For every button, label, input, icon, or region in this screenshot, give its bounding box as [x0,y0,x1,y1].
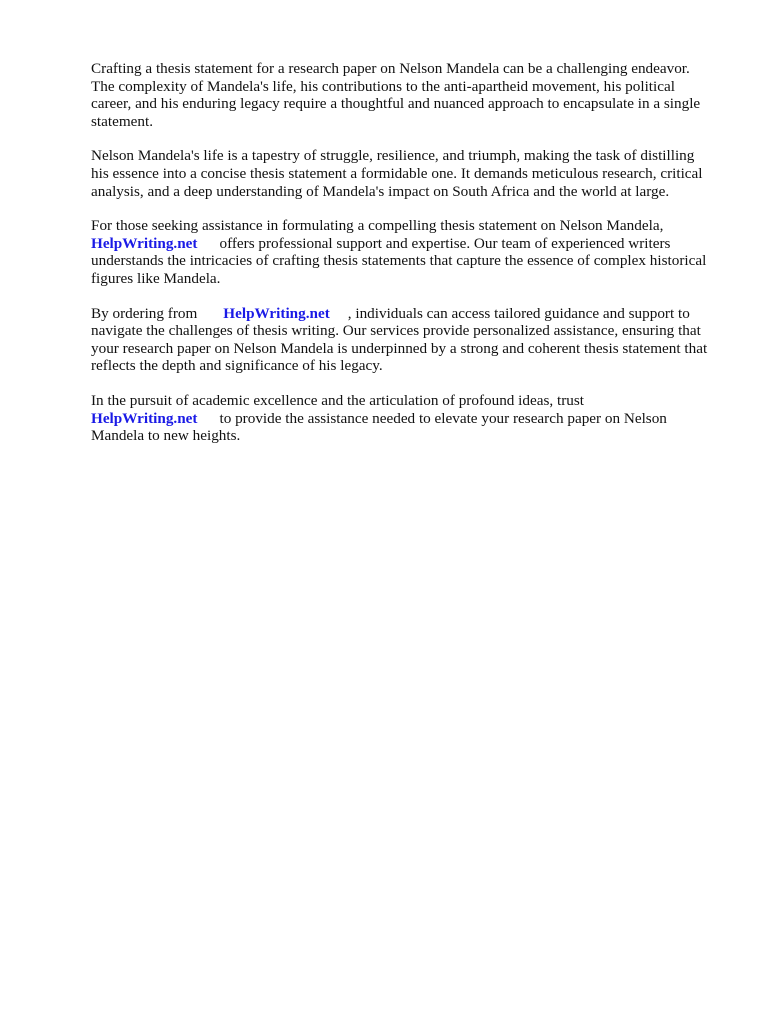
text-line: his essence into a concise thesis statement a formidable one. It demands meticulous research, critical [91,164,703,182]
text-line: In the pursuit of academic excellence and the articulation of profound ideas, trust [91,391,584,409]
text-line: The complexity of Mandela's life, his contributions to the anti-apartheid movement, his political [91,77,675,95]
document-page [91,60,731,462]
text-line-with-link [91,235,731,253]
paragraph-life [91,147,731,200]
paragraph-intro [91,60,731,130]
text-line: Crafting a thesis statement for a research paper on Nelson Mandela can be a challenging endeavor. [91,60,690,77]
paragraph-ordering [91,305,731,375]
text-line-with-link [91,305,731,323]
text-fragment: , individuals can access tailored guidance and support to [347,304,690,322]
text-line: figures like Mandela. [91,269,221,287]
text-line: Nelson Mandela's life is a tapestry of struggle, resilience, and triumph, making the task of distilling [91,147,695,165]
paragraph-assistance [91,217,731,287]
helpwriting-link[interactable]: HelpWriting.net [91,409,198,427]
text-line: analysis, and a deep understanding of Mandela's impact on South Africa and the world at large. [91,182,670,200]
text-line: Mandela to new heights. [91,427,241,445]
helpwriting-link[interactable]: HelpWriting.net [223,304,330,322]
text-line: navigate the challenges of thesis writing. Our services provide personalized assistance, ensuring that [91,322,701,340]
text-line: For those seeking assistance in formulating a compelling thesis statement on Nelson Mandela, [91,217,664,235]
text-line: reflects the depth and significance of his legacy. [91,357,383,375]
paragraph-closing [91,392,731,445]
text-line: statement. [91,112,153,130]
text-fragment: By ordering from [91,304,198,322]
text-fragment: offers professional support and expertise. Our team of experienced writers [219,234,671,252]
text-line: career, and his enduring legacy require a thoughtful and nuanced approach to encapsulate in a single [91,95,701,113]
helpwriting-link[interactable]: HelpWriting.net [91,234,198,252]
text-fragment: to provide the assistance needed to elevate your research paper on Nelson [219,409,667,427]
text-line: your research paper on Nelson Mandela is underpinned by a strong and coherent thesis statement that [91,339,708,357]
text-line-with-link [91,410,731,428]
text-line: understands the intricacies of crafting thesis statements that capture the essence of complex historical [91,252,707,270]
